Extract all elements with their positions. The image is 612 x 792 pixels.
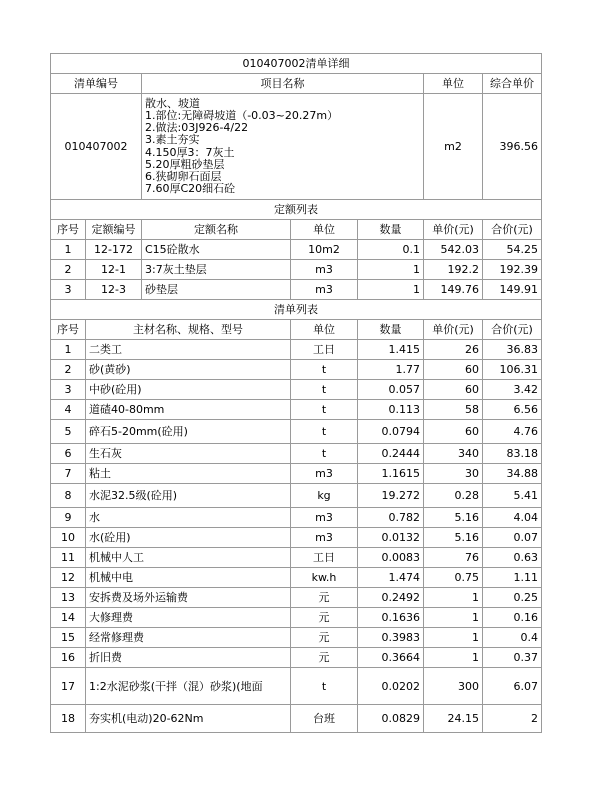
material-total: 106.31 [483,360,542,380]
material-unit-price: 76 [424,548,483,568]
material-index: 2 [51,360,86,380]
material-total: 5.41 [483,484,542,508]
description-line: 3.素土夯实 [145,133,200,147]
quota-code: 12-3 [86,280,142,300]
material-unit-price: 30 [424,464,483,484]
quota-header-code: 定额编号 [86,220,142,240]
quota-unit-price: 192.2 [424,260,483,280]
material-header-unit: 单位 [291,320,358,340]
material-name: 经常修理费 [86,628,291,648]
material-unit: t [291,668,358,705]
material-total: 4.76 [483,420,542,444]
material-index: 4 [51,400,86,420]
material-qty: 0.1636 [358,608,424,628]
material-index: 13 [51,588,86,608]
material-name: 二类工 [86,340,291,360]
material-unit: 元 [291,588,358,608]
material-total: 0.37 [483,648,542,668]
material-index: 11 [51,548,86,568]
material-name: 生石灰 [86,444,291,464]
quota-index: 3 [51,280,86,300]
material-index: 12 [51,568,86,588]
quota-total: 192.39 [483,260,542,280]
material-name: 大修理费 [86,608,291,628]
material-total: 36.83 [483,340,542,360]
material-row [51,528,542,548]
material-index: 6 [51,444,86,464]
material-row [51,508,542,528]
material-row [51,400,542,420]
quota-qty: 1 [358,280,424,300]
material-qty: 1.1615 [358,464,424,484]
quota-name: 3:7灰土垫层 [142,260,291,280]
material-index: 16 [51,648,86,668]
material-unit: 工日 [291,340,358,360]
material-qty: 0.0132 [358,528,424,548]
material-row [51,484,542,508]
item-description [142,94,424,200]
description-line: 7.60厚C20细石砼 [145,182,236,196]
material-qty: 0.0794 [358,420,424,444]
material-index: 7 [51,464,86,484]
material-unit-price: 60 [424,380,483,400]
quota-row [51,240,542,260]
material-unit: kw.h [291,568,358,588]
material-total: 6.07 [483,668,542,705]
quota-total: 54.25 [483,240,542,260]
header-price: 综合单价 [483,74,542,94]
material-row [51,668,542,705]
material-qty: 1.415 [358,340,424,360]
quota-name: 砂垫层 [142,280,291,300]
quota-code: 12-172 [86,240,142,260]
material-name: 砂(黄砂) [86,360,291,380]
material-name: 粘土 [86,464,291,484]
material-name: 道碴40-80mm [86,400,291,420]
material-unit-price: 60 [424,360,483,380]
material-unit-price: 1 [424,588,483,608]
material-unit-price: 26 [424,340,483,360]
material-section-title: 清单列表 [51,300,542,320]
material-total: 83.18 [483,444,542,464]
material-name: 水泥32.5级(砼用) [86,484,291,508]
material-unit: t [291,380,358,400]
material-index: 5 [51,420,86,444]
material-total: 0.63 [483,548,542,568]
quota-name: C15砼散水 [142,240,291,260]
material-unit: 元 [291,648,358,668]
description-line: 散水、坡道 [145,96,200,110]
material-row [51,444,542,464]
material-unit-price: 58 [424,400,483,420]
item-code: 010407002 [51,94,142,200]
material-unit: m3 [291,508,358,528]
quota-row [51,260,542,280]
quota-unit-price: 149.76 [424,280,483,300]
material-row [51,340,542,360]
material-qty: 19.272 [358,484,424,508]
material-total: 3.42 [483,380,542,400]
material-qty: 0.0202 [358,668,424,705]
material-name: 机械中人工 [86,548,291,568]
material-name: 安拆费及场外运输费 [86,588,291,608]
material-total: 0.4 [483,628,542,648]
material-index: 18 [51,705,86,733]
material-header-index: 序号 [51,320,86,340]
description-line: 4.150厚3：7灰土 [145,145,235,159]
material-qty: 0.113 [358,400,424,420]
quota-unit: 10m2 [291,240,358,260]
material-qty: 1.77 [358,360,424,380]
material-unit: t [291,360,358,380]
material-unit-price: 5.16 [424,528,483,548]
material-header-name: 主材名称、规格、型号 [86,320,291,340]
quota-index: 2 [51,260,86,280]
header-unit: 单位 [424,74,483,94]
quota-header-unit: 单位 [291,220,358,240]
description-line: 2.做法:03J926-4/22 [145,121,249,135]
material-qty: 1.474 [358,568,424,588]
header-name: 项目名称 [142,74,424,94]
quota-unit: m3 [291,260,358,280]
quota-unit-price: 542.03 [424,240,483,260]
quota-header-index: 序号 [51,220,86,240]
item-unit: m2 [424,94,483,200]
material-name: 折旧费 [86,648,291,668]
material-index: 9 [51,508,86,528]
description-line: 5.20厚粗砂垫层 [145,157,225,171]
material-total: 0.16 [483,608,542,628]
material-row [51,380,542,400]
material-row [51,648,542,668]
material-unit: 元 [291,628,358,648]
material-total: 34.88 [483,464,542,484]
material-name: 中砂(砼用) [86,380,291,400]
material-unit: m3 [291,464,358,484]
material-name: 机械中电 [86,568,291,588]
material-qty: 0.3664 [358,648,424,668]
quota-unit: m3 [291,280,358,300]
material-name: 1:2水泥砂浆(干拌（混）砂浆)(地面 [86,668,291,705]
material-total: 1.11 [483,568,542,588]
material-row [51,608,542,628]
material-unit-price: 340 [424,444,483,464]
quota-header-total: 合价(元) [483,220,542,240]
quota-header-qty: 数量 [358,220,424,240]
material-unit-price: 1 [424,628,483,648]
quota-total: 149.91 [483,280,542,300]
material-qty: 0.0829 [358,705,424,733]
material-total: 0.25 [483,588,542,608]
material-unit-price: 300 [424,668,483,705]
material-name: 夯实机(电动)20-62Nm [86,705,291,733]
material-row [51,548,542,568]
material-index: 17 [51,668,86,705]
material-name: 水(砼用) [86,528,291,548]
material-unit: 台班 [291,705,358,733]
material-unit-price: 5.16 [424,508,483,528]
material-total: 4.04 [483,508,542,528]
material-unit-price: 60 [424,420,483,444]
material-row [51,628,542,648]
material-header-total: 合价(元) [483,320,542,340]
material-index: 15 [51,628,86,648]
material-unit: m3 [291,528,358,548]
quota-code: 12-1 [86,260,142,280]
material-qty: 0.782 [358,508,424,528]
bill-detail-table [50,53,542,733]
material-unit-price: 0.75 [424,568,483,588]
material-unit-price: 1 [424,648,483,668]
material-qty: 0.2444 [358,444,424,464]
material-header-unit-price: 单价(元) [424,320,483,340]
material-row [51,360,542,380]
material-name: 碎石5-20mm(砼用) [86,420,291,444]
material-total: 0.07 [483,528,542,548]
material-unit-price: 0.28 [424,484,483,508]
material-qty: 0.057 [358,380,424,400]
material-unit: t [291,420,358,444]
material-total: 2 [483,705,542,733]
material-unit: 元 [291,608,358,628]
description-line: 1.部位:无障碍坡道（-0.03~20.27m） [145,108,339,122]
material-index: 10 [51,528,86,548]
material-total: 6.56 [483,400,542,420]
material-row [51,588,542,608]
quota-row [51,280,542,300]
material-row [51,420,542,444]
description-line: 6.狭砌卵石面层 [145,169,222,183]
material-row [51,568,542,588]
material-unit: 工日 [291,548,358,568]
quota-index: 1 [51,240,86,260]
material-index: 8 [51,484,86,508]
quota-qty: 1 [358,260,424,280]
material-unit: t [291,400,358,420]
quota-qty: 0.1 [358,240,424,260]
material-row [51,705,542,733]
quota-section-title: 定额列表 [51,200,542,220]
material-qty: 0.0083 [358,548,424,568]
quota-header-unit-price: 单价(元) [424,220,483,240]
material-unit-price: 24.15 [424,705,483,733]
material-qty: 0.3983 [358,628,424,648]
table-title: 010407002清单详细 [51,54,542,74]
material-header-qty: 数量 [358,320,424,340]
material-index: 1 [51,340,86,360]
quota-header-name: 定额名称 [142,220,291,240]
material-qty: 0.2492 [358,588,424,608]
material-name: 水 [86,508,291,528]
material-index: 14 [51,608,86,628]
material-unit: kg [291,484,358,508]
material-index: 3 [51,380,86,400]
header-code: 清单编号 [51,74,142,94]
item-price: 396.56 [483,94,542,200]
material-unit-price: 1 [424,608,483,628]
material-row [51,464,542,484]
material-unit: t [291,444,358,464]
